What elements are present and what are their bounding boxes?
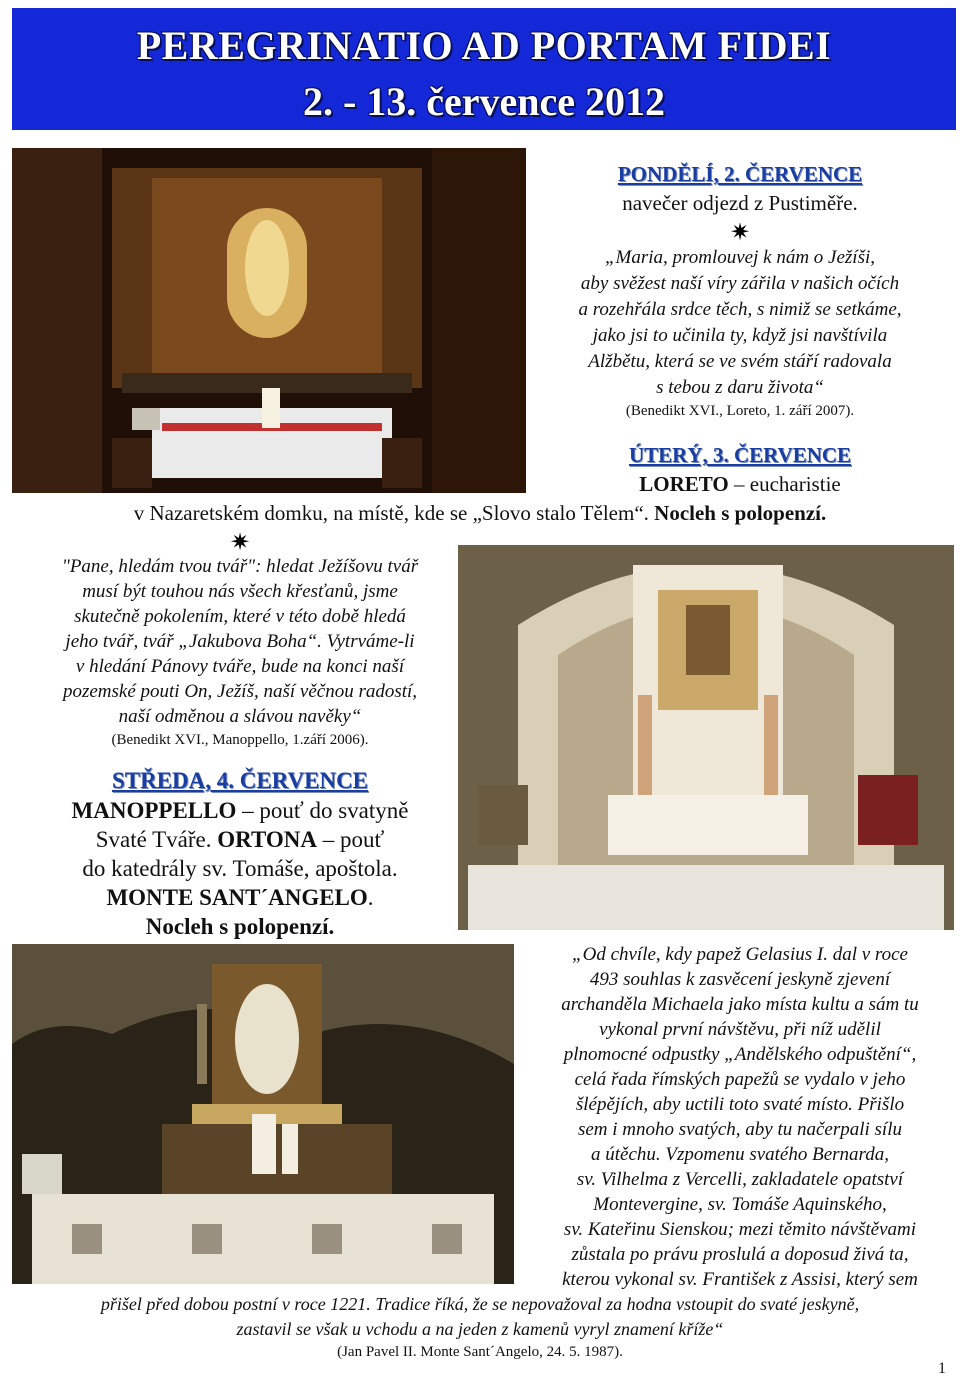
details-text: v Nazaretském domku, na místě, kde se „Slovo stalo Tělem“. <box>133 501 655 525</box>
quote-line: kterou vykonal sv. František z Assisi, který sem <box>562 1269 918 1290</box>
place-manoppello: MANOPPELLO <box>71 798 237 823</box>
quote-line: skutečně pokolením, které v této době hledá <box>74 606 406 627</box>
photo-monte-sant-angelo-cave <box>12 944 514 1284</box>
quote-line: v hledání Pánovy tváře, bude na konci naší <box>75 656 405 677</box>
quote-line: šlépějích, aby uctili toto svaté místo. Přišlo <box>575 1094 905 1115</box>
wednesday-heading: STŘEDA, 4. ČERVENCE <box>111 768 369 793</box>
activity-text: – eucharistie <box>728 472 841 496</box>
wednesday-line4 <box>20 885 460 911</box>
wednesday-text: . <box>367 885 374 910</box>
tuesday-details <box>0 501 960 526</box>
tuesday-heading: ÚTERÝ, 3. ČERVENCE <box>628 443 852 467</box>
quote-line: zůstala po právu proslulá a doposud živá ta, <box>571 1244 909 1265</box>
quote-line: přišel před dobou postní v roce 1221. Tradice říká, že se nepovažoval za hodna vstoupit do svaté jeskyně, <box>100 1294 860 1314</box>
monday-heading: PONDĚLÍ, 2. ČERVENCE <box>617 162 863 186</box>
quote-line: sem i mnoho svatých, aby tu načerpali sílu <box>577 1119 902 1140</box>
quote-line: pozemské pouti On, Ježíš, naší věčnou radostí, <box>62 681 418 702</box>
quote-line: celá řada římských papežů se vydalo v jeho <box>574 1069 906 1090</box>
quote-citation: (Benedikt XVI., Loreto, 1. září 2007). <box>625 403 855 419</box>
wednesday-line1 <box>20 798 460 824</box>
quote-line: zastavil se však u vchodu a na jeden z kamenů vyryl znamení kříže“ <box>236 1319 724 1339</box>
document-title: PEREGRINATIO AD PORTAM FIDEI <box>136 23 832 68</box>
photo-manoppello-altar <box>458 545 954 930</box>
title-banner <box>12 8 956 130</box>
wednesday-line3: do katedrály sv. Tomáše, apoštola. <box>82 856 398 881</box>
quote-line: „Od chvíle, kdy papež Gelasius I. dal v roce <box>572 944 908 965</box>
page-number: 1 <box>938 1360 946 1377</box>
place-ortona: ORTONA <box>217 827 317 852</box>
quote-line: musí být touhou nás všech křesťanů, jsme <box>82 581 398 602</box>
wednesday-text: Svaté Tváře. <box>95 827 218 852</box>
photo-loreto-altar <box>12 148 526 493</box>
quote-line: sv. Kateřinu Sienskou; mezi těmito návštěvami <box>563 1219 917 1240</box>
quote-citation: (Jan Pavel II. Monte Sant´Angelo, 24. 5. 1987). <box>337 1344 623 1360</box>
quote-line: 493 souhlas k zasvěcení jeskyně zjevení <box>589 969 891 990</box>
quote-line: „Maria, promlouvej k nám o Ježíši, <box>604 247 876 268</box>
star-icon: ✷ <box>729 220 751 246</box>
place-loreto: LORETO <box>639 472 729 496</box>
wednesday-text: – pouť <box>316 827 385 852</box>
wednesday-lodging: Nocleh s polopenzí. <box>145 914 335 939</box>
lodging-note: Nocleh s polopenzí. <box>654 501 827 525</box>
quote-line: naší odměnou a slávou navěky“ <box>118 706 362 727</box>
wednesday-text: – pouť do svatyně <box>236 798 409 823</box>
quote-line: a útěchu. Vzpomenu svatého Bernarda, <box>591 1144 889 1165</box>
quote-line: aby svěžest naší víry zářila v našich očích <box>580 273 900 294</box>
quote-line: archanděla Michaela jako místa kultu a sám tu <box>561 994 919 1015</box>
quote-line: Montevergine, sv. Tomáše Aquinského, <box>593 1194 887 1215</box>
quote-line: Alžbětu, která se ve svém stáří radovala <box>588 351 892 372</box>
quote-line: sv. Vilhelma z Vercelli, zakladatele opatství <box>576 1169 904 1190</box>
quote-line: "Pane, hledám tvou tvář": hledat Ježíšovu tvář <box>61 556 419 577</box>
place-monte-sant-angelo: MONTE SANT´ANGELO <box>106 885 368 910</box>
quote-citation: (Benedikt XVI., Manoppello, 1.září 2006). <box>111 732 369 748</box>
quote-line: s tebou z daru života“ <box>656 377 824 398</box>
star-icon: ✷ <box>229 530 251 556</box>
wednesday-line2 <box>20 827 460 853</box>
quote-line: a rozehřála srdce těch, s nimiž se setkáme, <box>578 299 902 320</box>
document-dates: 2. - 13. července 2012 <box>302 79 666 124</box>
quote-line: jeho tvář, tvář „Jakubova Boha“. Vytrváme-li <box>65 631 415 652</box>
tuesday-activity <box>560 472 920 497</box>
quote-line: jako jsi to učinila ty, když jsi navštívila <box>592 325 888 346</box>
quote-line: vykonal první návštěvu, při níž udělil <box>599 1019 881 1040</box>
monday-departure: navečer odjezd z Pustiměře. <box>622 191 858 215</box>
quote-line: plnomocné odpustky „Andělského odpuštění“, <box>563 1044 917 1065</box>
